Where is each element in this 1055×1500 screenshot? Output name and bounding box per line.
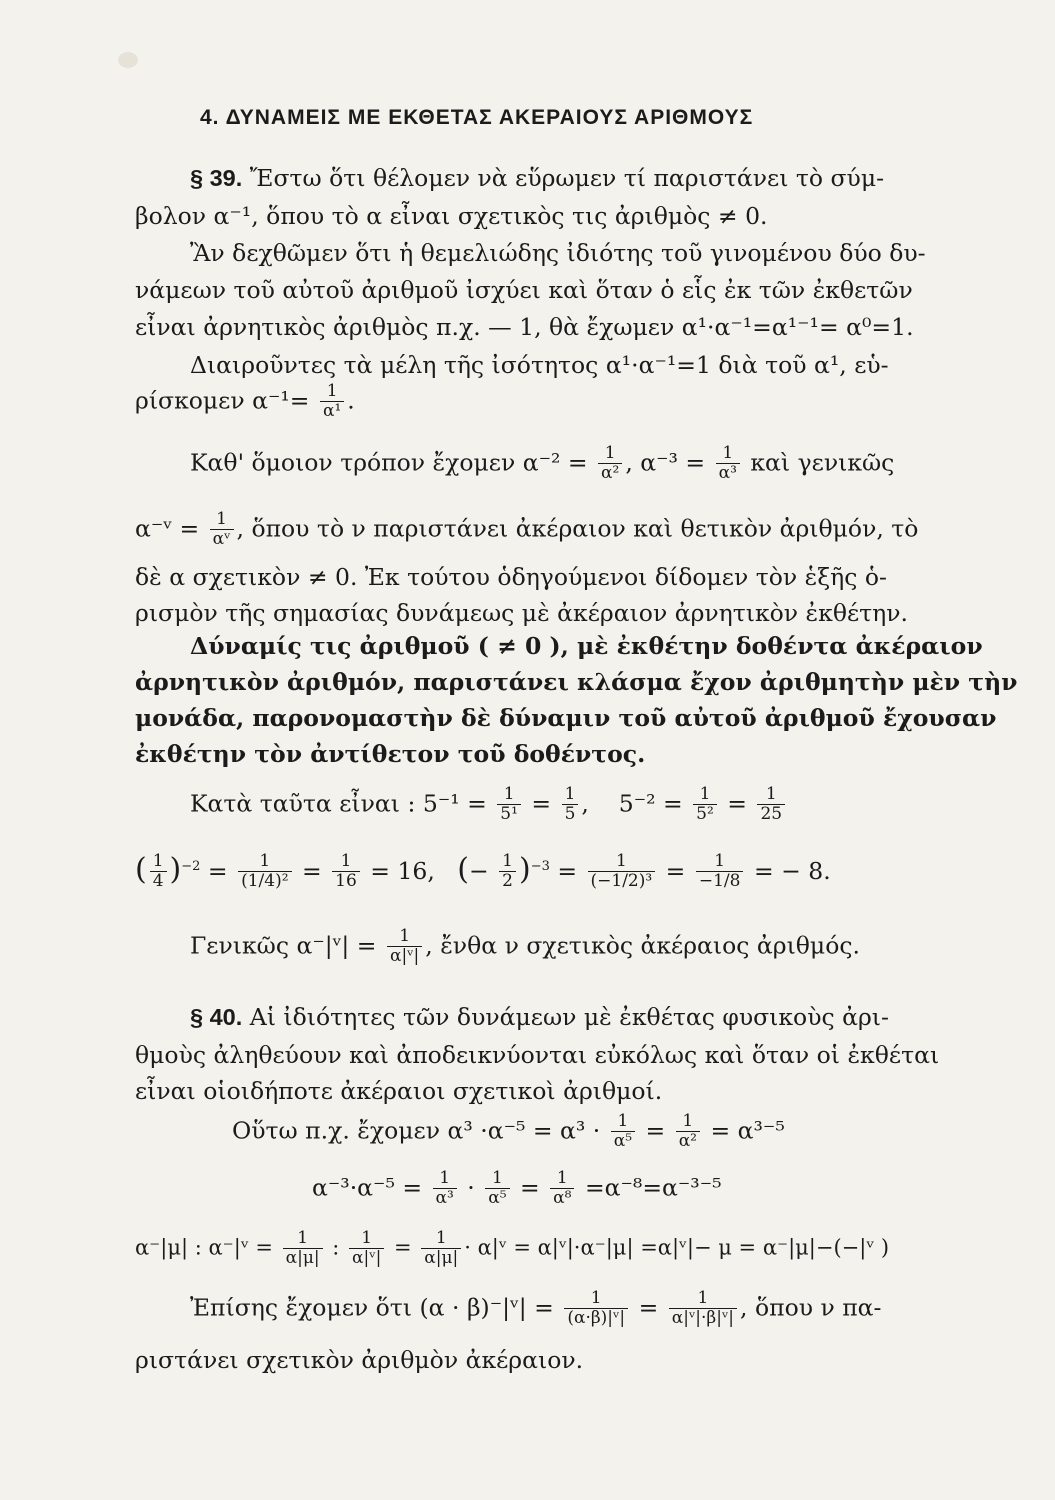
fraction: $\frac{1}{\text{α³}}$ [433,1170,457,1208]
s40-line-1: § 40. Αἱ ἰδιότητες τῶν δυνάμεων μὲ ἐκθέτας φυσικοὺς ἀρι- [190,1003,889,1031]
fraction: $\frac{1}{\text{5¹}}$ [497,786,521,824]
example-line-2: ( $\frac{1}{4}$ )$^{-2}$ = $\frac{1}{\text{(1/4)²}}$ = $\frac{1}{16}$ = 16, (− $\frac{1}{2}$ )$^{-3}$ = $\frac{1}{\text{(−1/2)³}}$ = $\frac{1}{-1/8}$ = − 8. [135,851,831,892]
fraction: $\frac{1}{\alpha|\mu|}$ [421,1230,461,1268]
s40-line-last: ριστάνει σχετικὸν ἀριθμὸν ἀκέραιον. [135,1346,584,1374]
fraction: $\frac{1}{\text{(−1/2)³}}$ [588,853,656,891]
s39-line-9: α⁻ᵛ = $\frac{1}{\text{αᵛ}}$ , ὅπου τὸ ν παριστάνει ἀκέραιον καὶ θετικὸν ἀριθμόν, τὸ [135,509,919,549]
fraction: $\frac{1}{\text{α²}}$ [676,1113,700,1151]
fraction: $\frac{1}{4}$ [150,853,167,891]
fraction: $\frac{1}{2}$ [499,853,516,891]
s40-label: § 40. [190,1004,243,1030]
fraction: $\frac{1}{25}$ [757,786,785,824]
fraction: $\frac{1}{\text{α|ᵛ|}}$ [387,928,422,966]
s40-example-4: Ἐπίσης ἔχομεν ὅτι (α · β)⁻|ᵛ| = $\frac{1}{\text{(α·β)|ᵛ|}}$ = $\frac{1}{\text{α|ᵛ|·β|ᵛ|}}$ , ὅπου ν πα- [190,1288,882,1328]
page-smudge [118,52,138,68]
fraction: $\frac{1}{\text{α⁵}}$ [611,1113,635,1151]
s39-line-3: Ἂν δεχθῶμεν ὅτι ἡ θεμελιώδης ἰδιότης τοῦ γινομένου δύο δυ- [190,239,926,267]
fraction: $\frac{1}{\text{α²}}$ [598,445,622,483]
fraction: $\frac{1}{\text{α⁸}}$ [550,1170,574,1208]
s40-example-1: Οὕτω π.χ. ἔχομεν α³ ·α⁻⁵ = α³ · $\frac{1}{\text{α⁵}}$ = $\frac{1}{\text{α²}}$ = α³⁻⁵ [232,1111,785,1151]
definition-line-2: ἀρνητικὸν ἀριθμόν, παριστάνει κλάσμα ἔχον ἀριθμητὴν μὲν τὴν [135,668,1018,696]
fraction: $\frac{1}{16}$ [332,853,360,891]
example-line-1: Κατὰ ταῦτα εἶναι : 5⁻¹ = $\frac{1}{\text{5¹}}$ = $\frac{1}{5}$ , 5⁻² = $\frac{1}{\text{5²}}$ = $\frac{1}{25}$ [190,786,788,824]
fraction: $\frac{1}{\alpha|\mu|}$ [283,1230,323,1268]
fraction: $\frac{1}{\text{αᵛ}}$ [210,511,234,549]
s40-line-2: θμοὺς ἀληθεύουν καὶ ἀποδεικνύονται εὐκόλως καὶ ὅταν οἱ ἐκθέται [135,1041,940,1069]
s39-line-8: Καθ' ὅμοιον τρόπον ἔχομεν α⁻² = $\frac{1}{\text{α²}}$ , α⁻³ = $\frac{1}{\text{α³}}$ καὶ γενικῶς [190,443,895,483]
section-heading: 4. ΔΥΝΑΜΕΙΣ ΜΕ ΕΚΘΕΤΑΣ ΑΚΕΡΑΙΟΥΣ ΑΡΙΘΜΟΥΣ [200,106,754,129]
s39-line-1: § 39. Ἔστω ὅτι θέλομεν νὰ εὕρωμεν τί παριστάνει τὸ σύμ- [190,164,885,192]
s39-line-6: Διαιροῦντες τὰ μέλη τῆς ἰσότητος α¹·α⁻¹=1 διὰ τοῦ α¹, εὑ- [190,351,889,379]
fraction: $\frac{1}{\text{α|ᵛ|·β|ᵛ|}}$ [669,1290,737,1328]
general-rule-line: Γενικῶς α⁻|ᵛ| = $\frac{1}{\text{α|ᵛ|}}$ , ἔνθα ν σχετικὸς ἀκέραιος ἀριθμός. [190,926,860,966]
fraction: $\frac{1}{\text{α³}}$ [716,445,740,483]
s39-label: § 39. [190,165,243,191]
s39-line-2: βολον α⁻¹, ὅπου τὸ α εἶναι σχετικὸς τις ἀριθμὸς ≠ 0. [135,202,768,230]
definition-line-3: μονάδα, παρονομαστὴν δὲ δύναμιν τοῦ αὐτοῦ ἀριθμοῦ ἔχουσαν [135,704,997,732]
s39-line-5: εἶναι ἀρνητικὸς ἀριθμὸς π.χ. — 1, θὰ ἔχωμεν α¹·α⁻¹=α¹⁻¹= α⁰=1. [135,313,914,341]
s40-example-3: α⁻|μ| : α⁻|ᵛ = $\frac{1}{\alpha|\mu|}$ : $\frac{1}{\text{α|ᵛ|}}$ = $\frac{1}{\alpha|\mu|}$ · α|ᵛ = α|ᵛ|·α⁻|μ| =α|ᵛ|− μ = α⁻|μ|−(−|ᵛ ) [135,1228,890,1268]
definition-line-1: Δύναμίς τις ἀριθμοῦ ( ≠ 0 ), μὲ ἐκθέτην δοθέντα ἀκέραιον [190,632,983,660]
s39-line-7: ρίσκομεν α⁻¹= $\frac{1}{\text{α¹}}$ . [135,381,355,421]
s39-line-11: ρισμὸν τῆς σημασίας δυνάμεως μὲ ἀκέραιον ἀρνητικὸν ἐκθέτην. [135,599,909,627]
fraction: $\frac{1}{\text{(α·β)|ᵛ|}}$ [564,1290,628,1328]
fraction: $\frac{1}{\text{5²}}$ [693,786,717,824]
fraction: $\frac{1}{\text{α|ᵛ|}}$ [349,1230,384,1268]
fraction: $\frac{1}{5}$ [562,786,579,824]
fraction: $\frac{1}{-1/8}$ [696,853,744,891]
s39-line-4: νάμεων τοῦ αὐτοῦ ἀριθμοῦ ἰσχύει καὶ ὅταν ὁ εἷς ἐκ τῶν ἐκθετῶν [135,276,913,304]
s39-line-10: δὲ α σχετικὸν ≠ 0. Ἐκ τούτου ὁδηγούμενοι δίδομεν τὸν ἑξῆς ὁ- [135,563,887,591]
fraction: $\frac{1}{\text{α⁵}}$ [485,1170,509,1208]
s40-example-2: α⁻³·α⁻⁵ = $\frac{1}{\text{α³}}$ · $\frac{1}{\text{α⁵}}$ = $\frac{1}{\text{α⁸}}$ =α⁻⁸=α⁻³⁻⁵ [312,1168,722,1208]
definition-line-4: ἐκθέτην τὸν ἀντίθετον τοῦ δοθέντος. [135,740,646,768]
fraction: $\frac{1}{\text{α¹}}$ [320,383,344,421]
fraction: $\frac{1}{\text{(1/4)²}}$ [238,853,291,891]
s40-line-3: εἶναι οἱοιδήποτε ἀκέραιοι σχετικοὶ ἀριθμοί. [135,1077,663,1105]
